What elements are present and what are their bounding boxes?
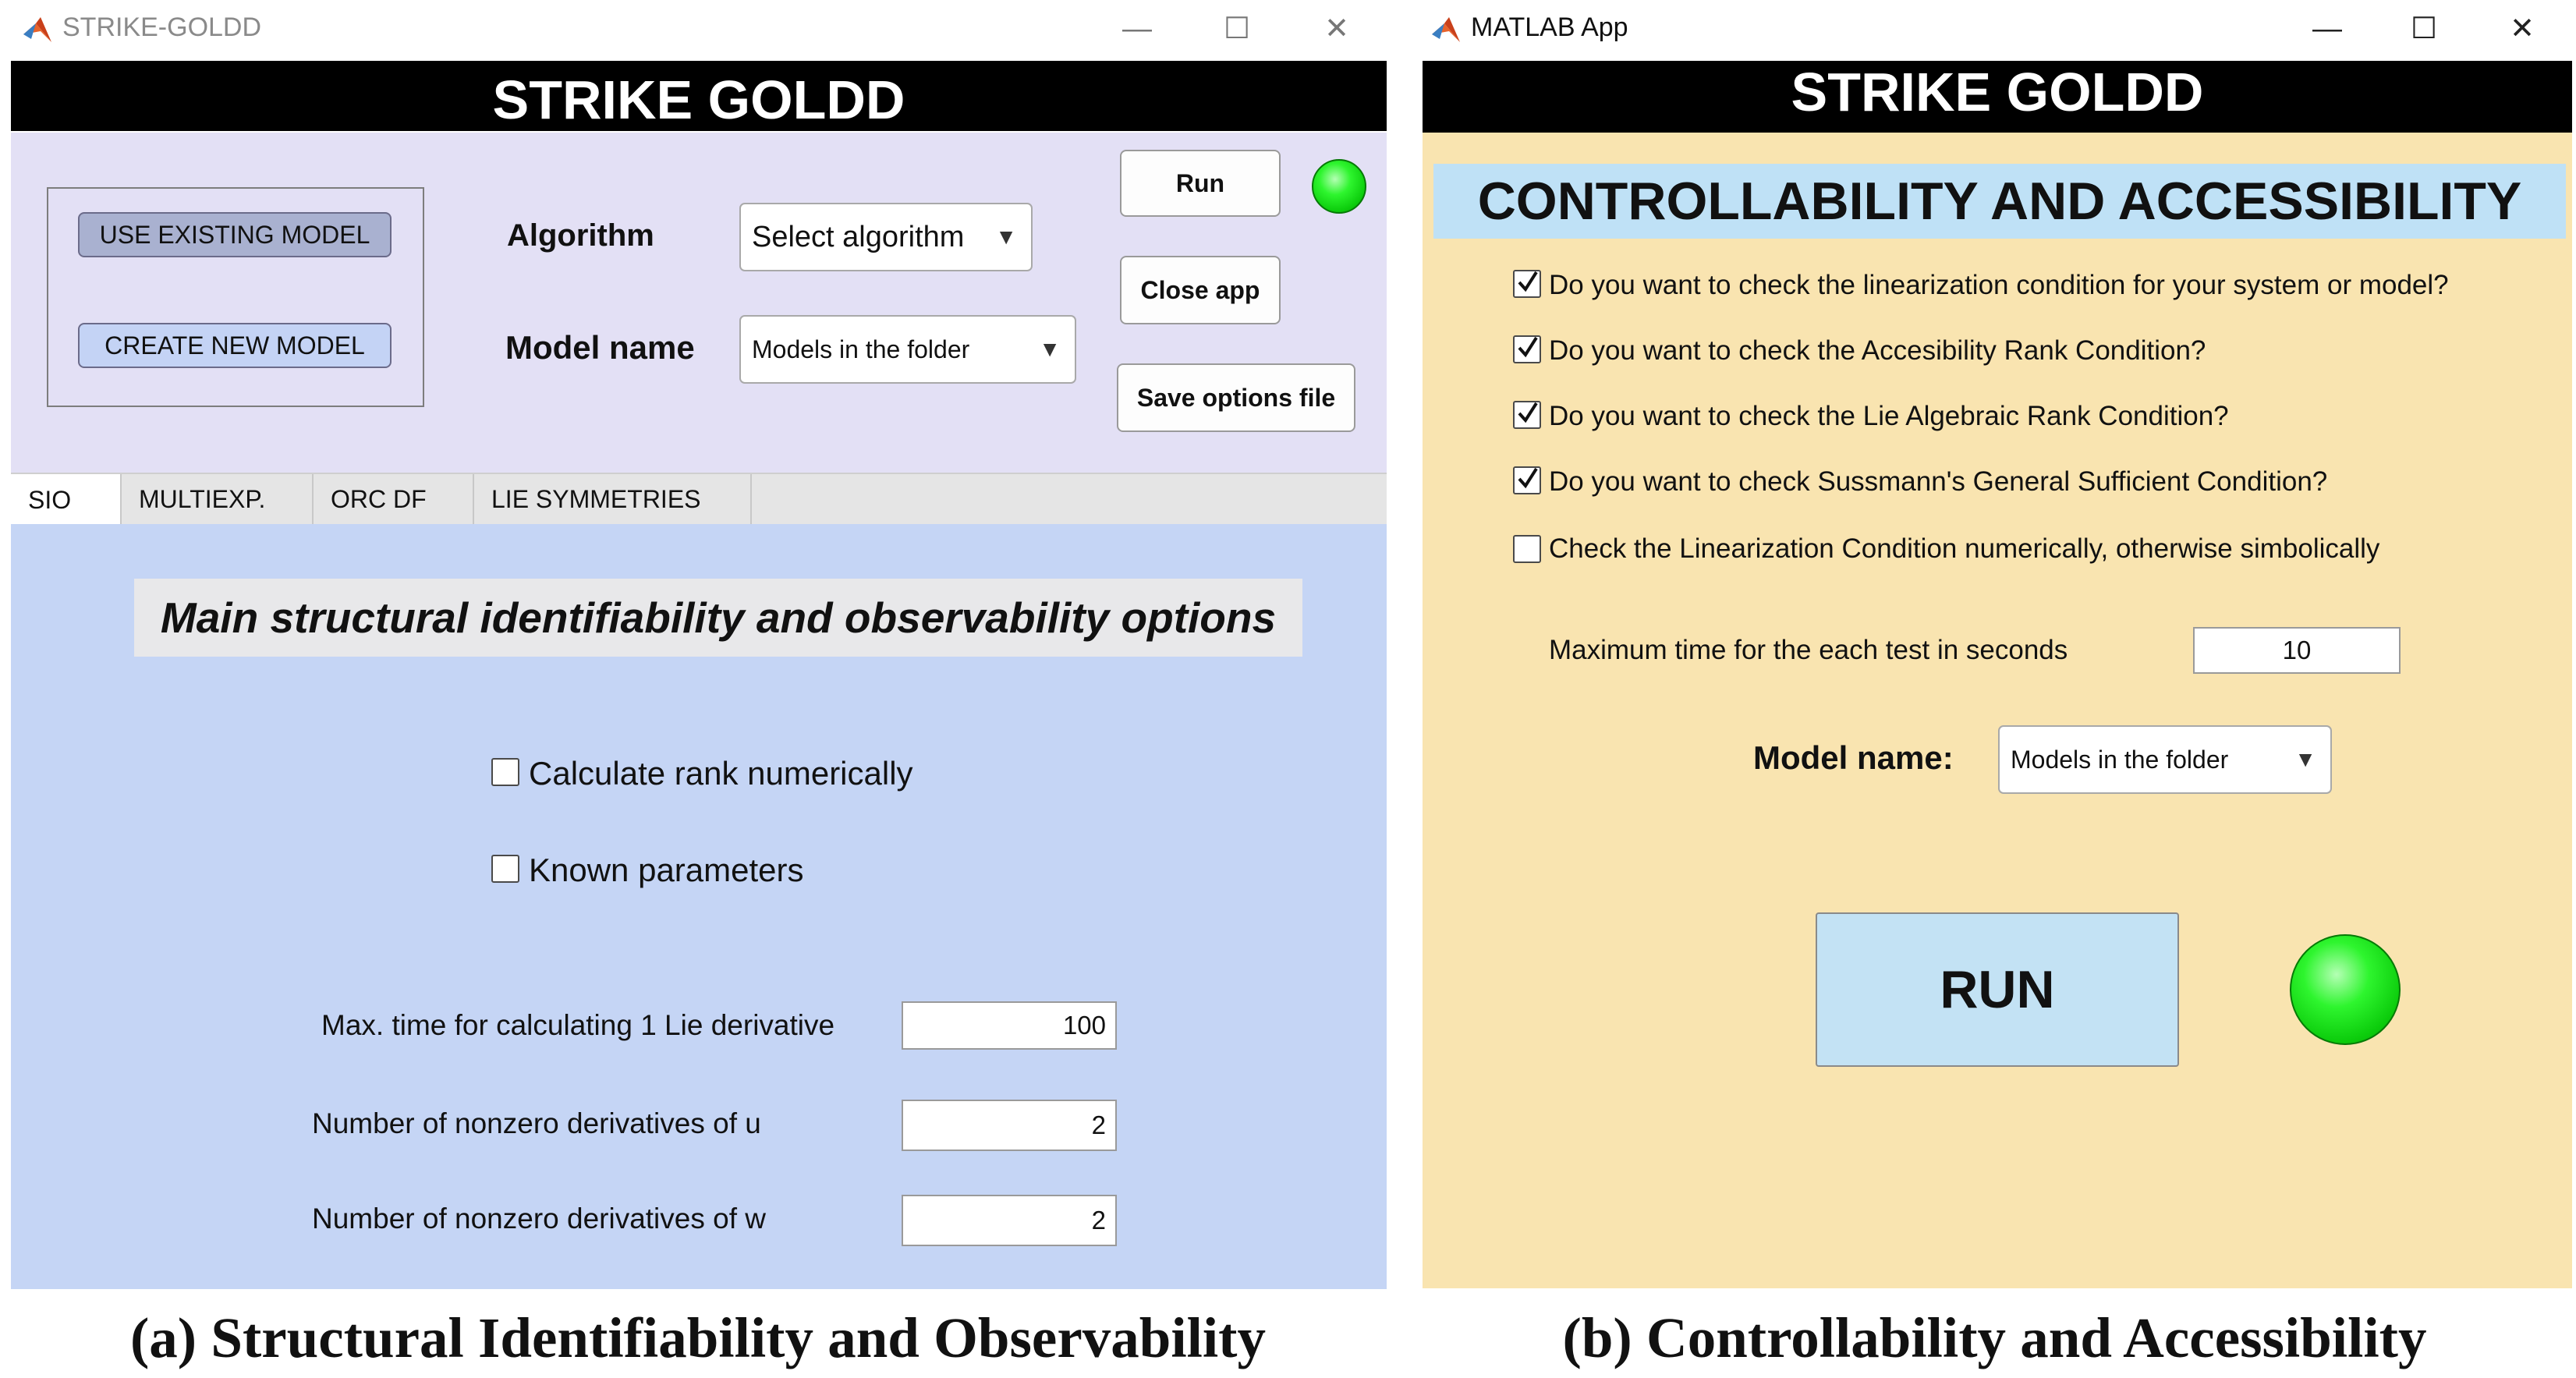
sussmann-condition-checkbox[interactable] <box>1513 466 1541 494</box>
model-name-label: Model name <box>505 329 695 366</box>
max-time-label: Maximum time for the each test in seconds <box>1549 635 2068 665</box>
minimize-button[interactable]: — <box>2312 12 2342 45</box>
use-existing-model-button[interactable]: USE EXISTING MODEL <box>78 212 392 257</box>
numeric-linearization-checkbox[interactable] <box>1513 535 1541 563</box>
chevron-down-icon: ▼ <box>1039 337 1061 361</box>
maximize-button[interactable]: ☐ <box>1223 12 1251 45</box>
lie-algebraic-rank-checkbox[interactable] <box>1513 401 1541 429</box>
matlab-app-window <box>1413 0 2576 1291</box>
window-title: STRIKE-GOLDD <box>62 12 262 42</box>
sussmann-condition-label: Do you want to check Sussmann's General Sufficient Condition? <box>1549 466 2328 497</box>
status-indicator <box>1312 159 1366 214</box>
check-icon <box>1517 334 1539 360</box>
title-bar[interactable] <box>0 0 1396 59</box>
caption-right: (b) Controllability and Accessibility <box>1562 1306 2427 1369</box>
algorithm-label: Algorithm <box>507 218 654 253</box>
tab-label: LIE SYMMETRIES <box>491 484 701 513</box>
calculate-rank-label: Calculate rank numerically <box>529 755 913 792</box>
section-heading <box>1433 164 2566 239</box>
model-selected: Models in the folder <box>752 335 970 363</box>
close-app-button[interactable]: Close app <box>1120 256 1281 324</box>
window-title: MATLAB App <box>1471 12 1628 42</box>
run-button[interactable]: Run <box>1120 150 1281 217</box>
tab-label: SIO <box>28 485 72 514</box>
model-name-label: Model name: <box>1753 739 1954 776</box>
derivatives-w-field[interactable] <box>902 1195 1117 1246</box>
panel-title <box>134 579 1302 657</box>
close-window-button[interactable]: ✕ <box>2510 12 2535 45</box>
lie-algebraic-rank-label: Do you want to check the Lie Algebraic Rank Condition? <box>1549 401 2229 431</box>
numeric-linearization-label: Check the Linearization Condition numerically, otherwise simbolically <box>1549 533 2380 564</box>
known-parameters-label: Known parameters <box>529 852 804 888</box>
model-options-panel <box>11 133 1387 473</box>
banner-title: STRIKE GOLDD <box>492 69 905 130</box>
tab-multiexp[interactable] <box>122 474 314 524</box>
title-bar[interactable] <box>1413 0 2576 59</box>
calculate-rank-checkbox[interactable] <box>491 758 519 786</box>
derivatives-w-label: Number of nonzero derivatives of w <box>312 1203 766 1235</box>
check-icon <box>1517 465 1539 491</box>
maximize-button[interactable]: ☐ <box>2410 12 2438 45</box>
check-icon <box>1517 399 1539 426</box>
max-time-value: 100 <box>1062 1011 1106 1040</box>
max-time-label: Max. time for calculating 1 Lie derivative <box>321 1009 835 1041</box>
max-time-value: 10 <box>2282 636 2312 664</box>
matlab-logo-icon <box>22 14 53 45</box>
matlab-logo-icon <box>1430 14 1462 45</box>
max-time-field[interactable] <box>902 1001 1117 1050</box>
linearization-label: Do you want to check the linearization condition for your system or model? <box>1549 270 2449 300</box>
controllability-panel <box>1423 133 2572 1288</box>
create-new-model-button[interactable]: CREATE NEW MODEL <box>78 323 392 368</box>
tab-lie-symmetries[interactable] <box>474 474 752 524</box>
model-dropdown[interactable] <box>739 315 1076 384</box>
caption-left: (a) Structural Identifiability and Observability <box>129 1306 1266 1369</box>
check-icon <box>1517 268 1539 295</box>
panel-title-text: Main structural identifiability and observability options <box>160 593 1277 642</box>
chevron-down-icon: ▼ <box>2294 747 2316 771</box>
tab-strip <box>11 473 1387 524</box>
close-window-button[interactable]: ✕ <box>1324 12 1349 45</box>
linearization-checkbox[interactable] <box>1513 270 1541 298</box>
model-dropdown[interactable] <box>1998 725 2332 794</box>
app-banner <box>1423 61 2572 133</box>
derivatives-u-value: 2 <box>1091 1111 1106 1139</box>
tab-sio[interactable] <box>11 474 122 526</box>
app-banner <box>11 61 1387 131</box>
derivatives-u-field[interactable] <box>902 1100 1117 1151</box>
run-button[interactable]: RUN <box>1816 912 2179 1067</box>
minimize-button[interactable]: — <box>1122 12 1152 45</box>
tab-label: ORC DF <box>331 484 427 513</box>
sio-tab-panel <box>11 524 1387 1289</box>
tab-label: MULTIEXP. <box>139 484 266 513</box>
banner-title: STRIKE GOLDD <box>1791 62 2204 122</box>
derivatives-w-value: 2 <box>1091 1206 1106 1235</box>
accessibility-rank-checkbox[interactable] <box>1513 335 1541 363</box>
accessibility-rank-label: Do you want to check the Accesibility Rank Condition? <box>1549 335 2206 366</box>
known-parameters-checkbox[interactable] <box>491 855 519 883</box>
tab-orc-df[interactable] <box>314 474 474 524</box>
algorithm-selected: Select algorithm <box>752 220 965 253</box>
save-options-button[interactable]: Save options file <box>1117 363 1355 432</box>
status-indicator <box>2290 934 2401 1045</box>
section-heading-text: CONTROLLABILITY AND ACCESSIBILITY <box>1477 172 2522 231</box>
chevron-down-icon: ▼ <box>995 225 1017 249</box>
model-selected: Models in the folder <box>2011 745 2229 774</box>
derivatives-u-label: Number of nonzero derivatives of u <box>312 1107 761 1139</box>
algorithm-dropdown[interactable] <box>739 203 1033 271</box>
max-time-field[interactable] <box>2193 627 2401 674</box>
